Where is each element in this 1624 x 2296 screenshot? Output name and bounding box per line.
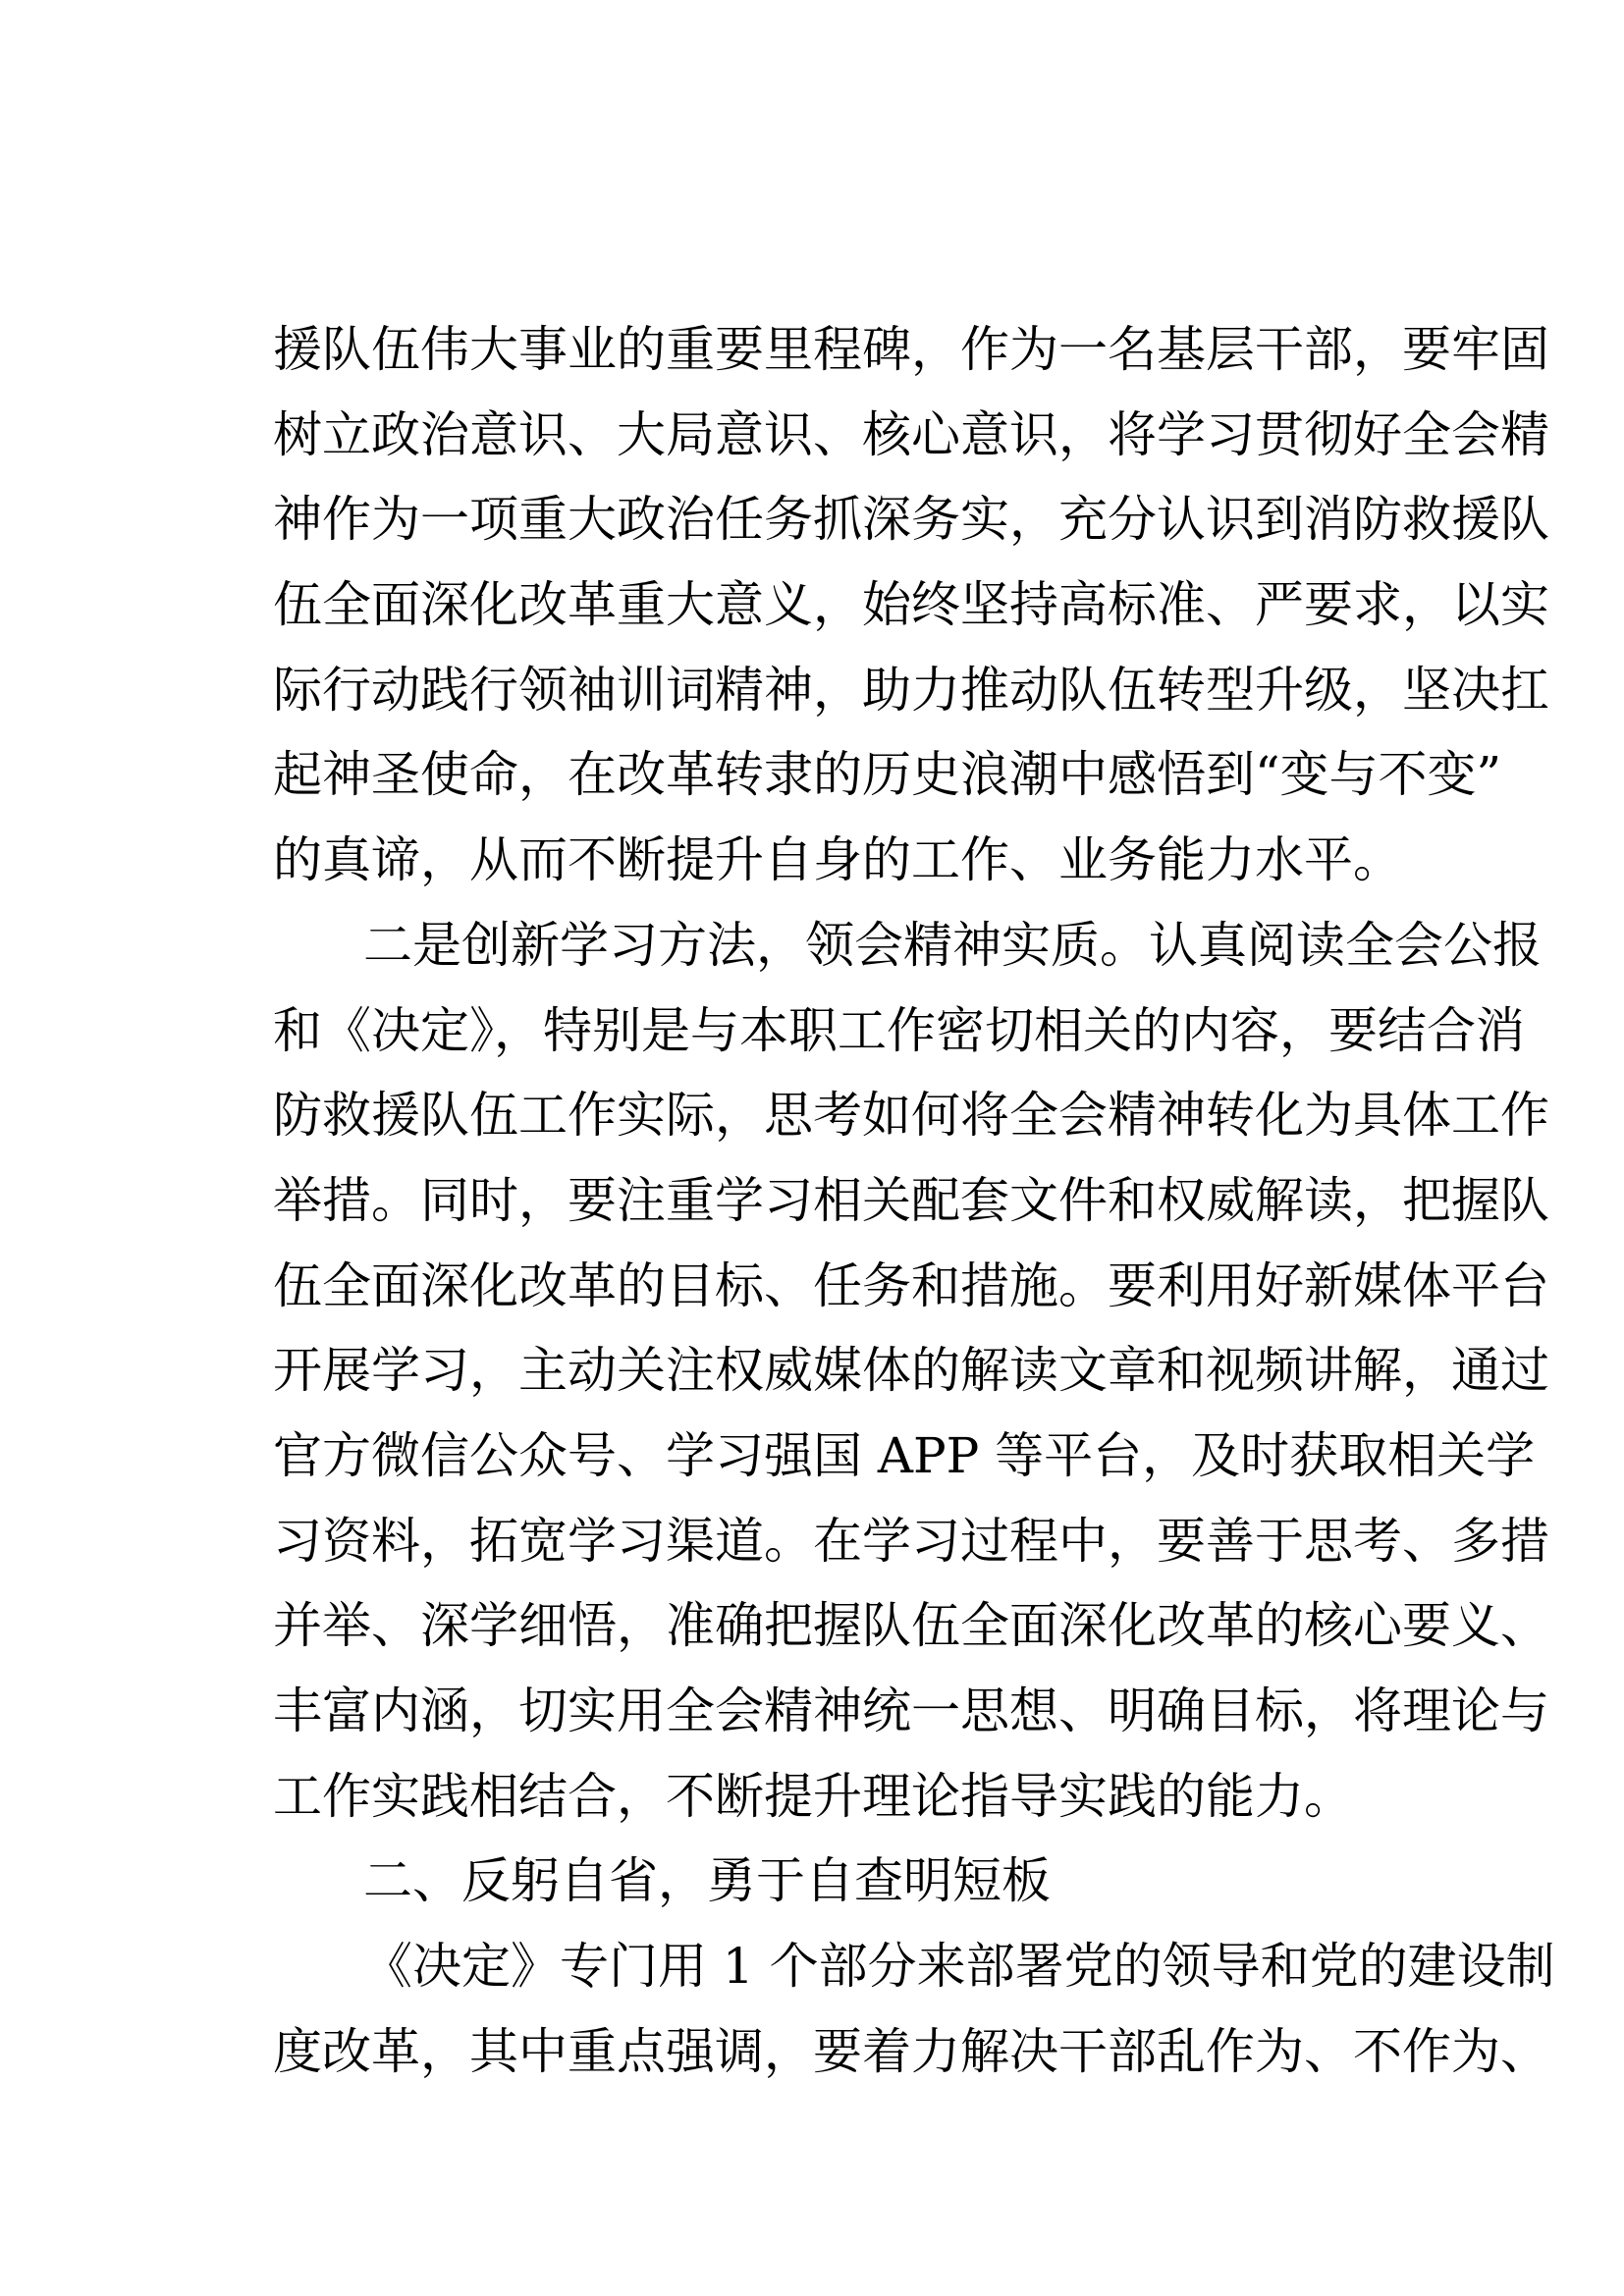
text-line: 举措。同时，要注重学习相关配套文件和权威解读，把握队: [273, 1171, 1549, 1229]
text-line: 工作实践相结合，不断提升理论指导实践的能力。: [273, 1767, 1353, 1825]
text-line: 二是创新学习方法，领会精神实质。认真阅读全会公报: [363, 916, 1542, 974]
paragraph: [273, 903, 1549, 1840]
text-line: 防救援队伍工作实际，思考如何将全会精神转化为具体工作: [273, 1087, 1549, 1145]
paragraph: [273, 1924, 1555, 2094]
document-body: [273, 307, 1555, 2094]
text-line: 伍全面深化改革的目标、任务和措施。要利用好新媒体平台: [273, 1256, 1549, 1314]
text-line: 的真谛，从而不断提升自身的工作、业务能力水平。: [273, 831, 1402, 889]
text-line: 伍全面深化改革重大意义，始终坚持高标准、严要求，以实: [273, 576, 1549, 634]
text-line: 际行动践行领袖训词精神，助力推动队伍转型升级，坚决扛: [273, 661, 1549, 719]
text-line: 起神圣使命，在改革转隶的历史浪潮中感悟到“变与不变”: [273, 746, 1502, 804]
text-line: 度改革，其中重点强调，要着力解决干部乱作为、不作为、: [273, 2022, 1549, 2080]
text-line: 开展学习，主动关注权威媒体的解读文章和视频讲解，通过: [273, 1342, 1549, 1400]
text-line: 树立政治意识、大局意识、核心意识，将学习贯彻好全会精: [273, 405, 1549, 463]
text-line: 援队伍伟大事业的重要里程碑，作为一名基层干部，要牢固: [273, 321, 1549, 378]
text-line: 习资料，拓宽学习渠道。在学习过程中，要善于思考、多措: [273, 1512, 1549, 1570]
text-line: 《决定》专门用 1 个部分来部署党的领导和党的建设制: [363, 1938, 1555, 1996]
text-line: 并举、深学细悟，准确把握队伍全面深化改革的核心要义、: [273, 1597, 1549, 1655]
text-line: 神作为一项重大政治任务抓深务实，充分认识到消防救援队: [273, 491, 1549, 549]
text-line: 二、反躬自省，勇于自查明短板: [363, 1852, 1051, 1910]
text-line: 和《决定》，特别是与本职工作密切相关的内容，要结合消: [273, 1001, 1525, 1059]
text-line: 官方微信公众号、学习强国 APP 等平台，及时获取相关学: [273, 1426, 1536, 1484]
text-line: 丰富内涵，切实用全会精神统一思想、明确目标，将理论与: [273, 1682, 1549, 1739]
section-heading: [273, 1839, 1426, 1924]
paragraph: [273, 307, 1549, 903]
